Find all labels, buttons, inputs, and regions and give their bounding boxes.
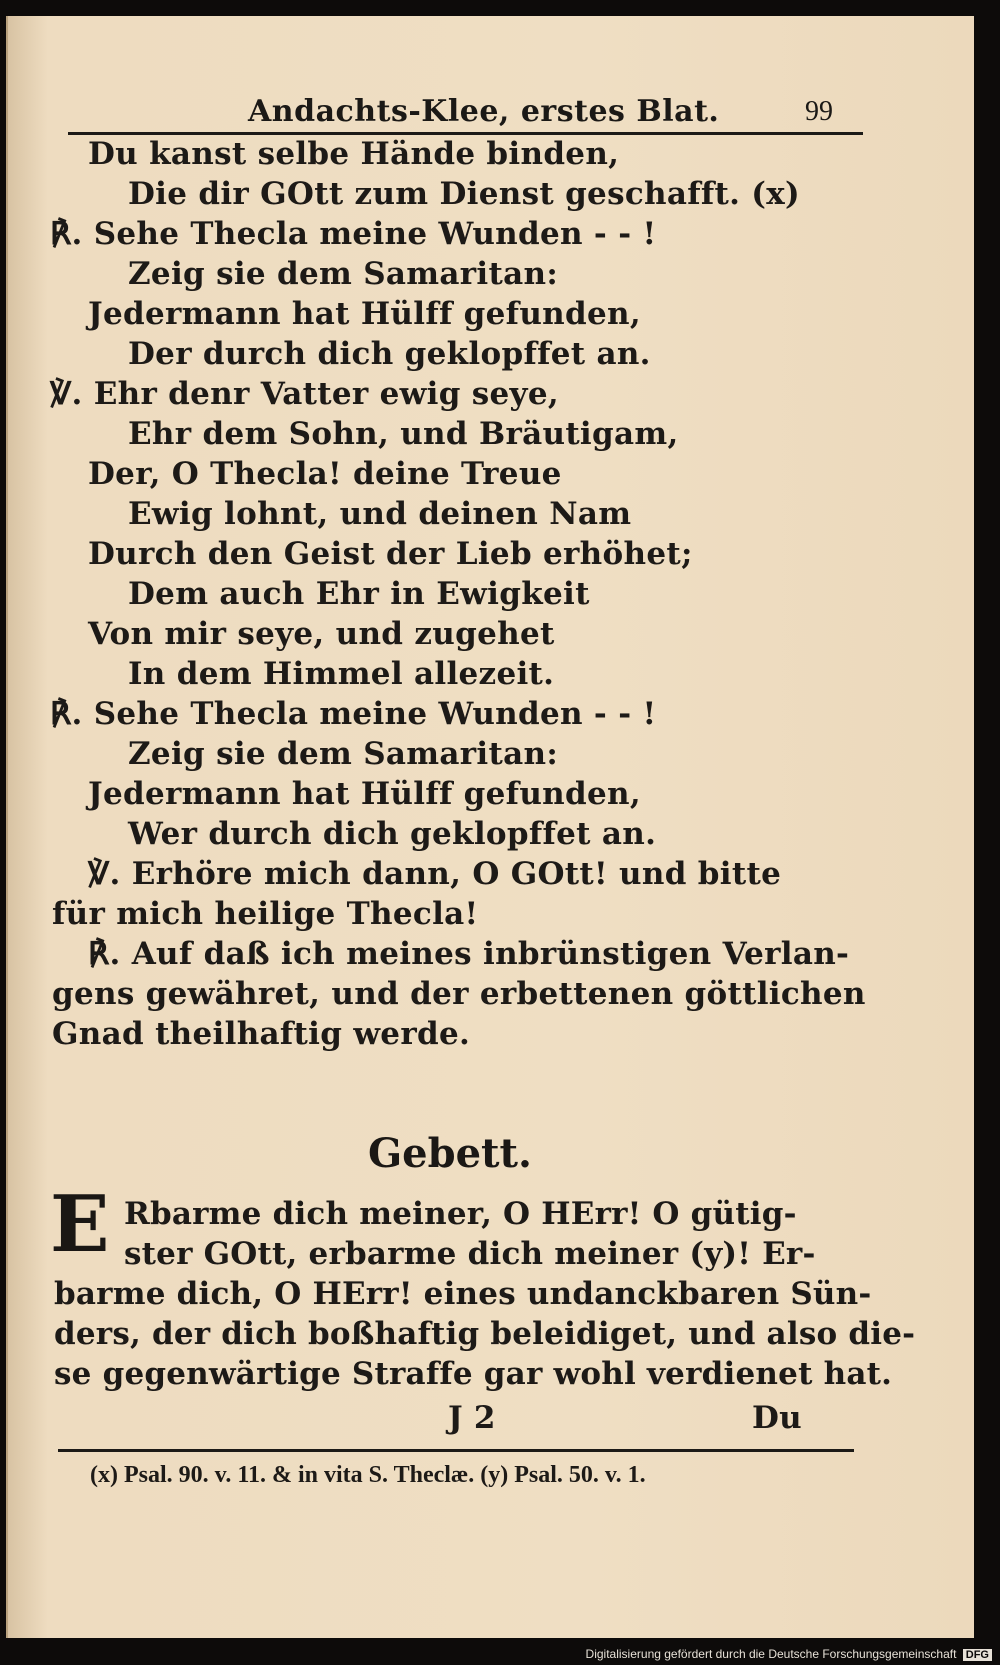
verse-line: für mich heilige Thecla! [52, 896, 479, 932]
verse-line: Der durch dich geklopffet an. [128, 336, 651, 372]
digitization-credit [586, 1647, 992, 1661]
catchword: Du [752, 1400, 802, 1436]
page-number: 99 [805, 96, 833, 127]
verse-line: Wer durch dich geklopffet an. [128, 816, 657, 852]
verse-line: ℟. Auf daß ich meines inbrünstigen Verlan- [88, 936, 850, 972]
prayer-line: ders, der dich boßhaftig beleidiget, und also die- [54, 1316, 916, 1352]
verse-line: Du kanst selbe Hände binden, [88, 136, 620, 172]
dfg-logo: DFG [963, 1649, 992, 1661]
verse-line: Ewig lohnt, und deinen Nam [128, 496, 632, 532]
verse-line: Zeig sie dem Samaritan: [128, 736, 559, 772]
footnote: (x) Psal. 90. v. 11. & in vita S. Theclæ. (y) Psal. 50. v. 1. [90, 1462, 646, 1488]
footnote-rule [58, 1449, 854, 1452]
verse-line: ℟. Sehe Thecla meine Wunden - - ! [50, 216, 657, 252]
verse-line: Ehr dem Sohn, und Bräutigam, [128, 416, 679, 452]
prayer-line: se gegenwärtige Straffe gar wohl verdienet hat. [54, 1356, 893, 1392]
prayer-line: barme dich, O HErr! eines undanckbaren Sün- [54, 1276, 872, 1312]
signature-mark: J 2 [448, 1400, 496, 1436]
verse-line: Jedermann hat Hülff gefunden, [88, 776, 641, 812]
credit-text: Digitalisierung gefördert durch die Deutsche Forschungsgemeinschaft [585, 1647, 957, 1661]
verse-line: Der, O Thecla! deine Treue [88, 456, 562, 492]
prayer-heading: Gebett. [368, 1130, 532, 1177]
verse-line: ℟. Sehe Thecla meine Wunden - - ! [50, 696, 657, 732]
verse-line: Die dir GOtt zum Dienst geschafft. (x) [128, 176, 801, 212]
verse-line: gens gewähret, und der erbettenen göttlichen [52, 976, 866, 1012]
verse-line: Durch den Geist der Lieb erhöhet; [88, 536, 693, 572]
drop-cap: E [50, 1179, 110, 1270]
prayer-line: ster GOtt, erbarme dich meiner (y)! Er- [124, 1236, 816, 1272]
prayer-line: Rbarme dich meiner, O HErr! O gütig- [124, 1196, 797, 1232]
verse-line: Dem auch Ehr in Ewigkeit [128, 576, 590, 612]
verse-line: ℣. Erhöre mich dann, O GOtt! und bitte [88, 856, 782, 892]
verse-line: Gnad theilhaftig werde. [52, 1016, 471, 1052]
verse-line: Jedermann hat Hülff gefunden, [88, 296, 641, 332]
verse-line: ℣. Ehr denr Vatter ewig seye, [50, 376, 559, 412]
page-header [68, 92, 863, 135]
verse-line: In dem Himmel allezeit. [128, 656, 555, 692]
verse-line: Zeig sie dem Samaritan: [128, 256, 559, 292]
running-title: Andachts-Klee, erstes Blat. [248, 94, 720, 129]
verse-line: Von mir seye, und zugehet [88, 616, 555, 652]
